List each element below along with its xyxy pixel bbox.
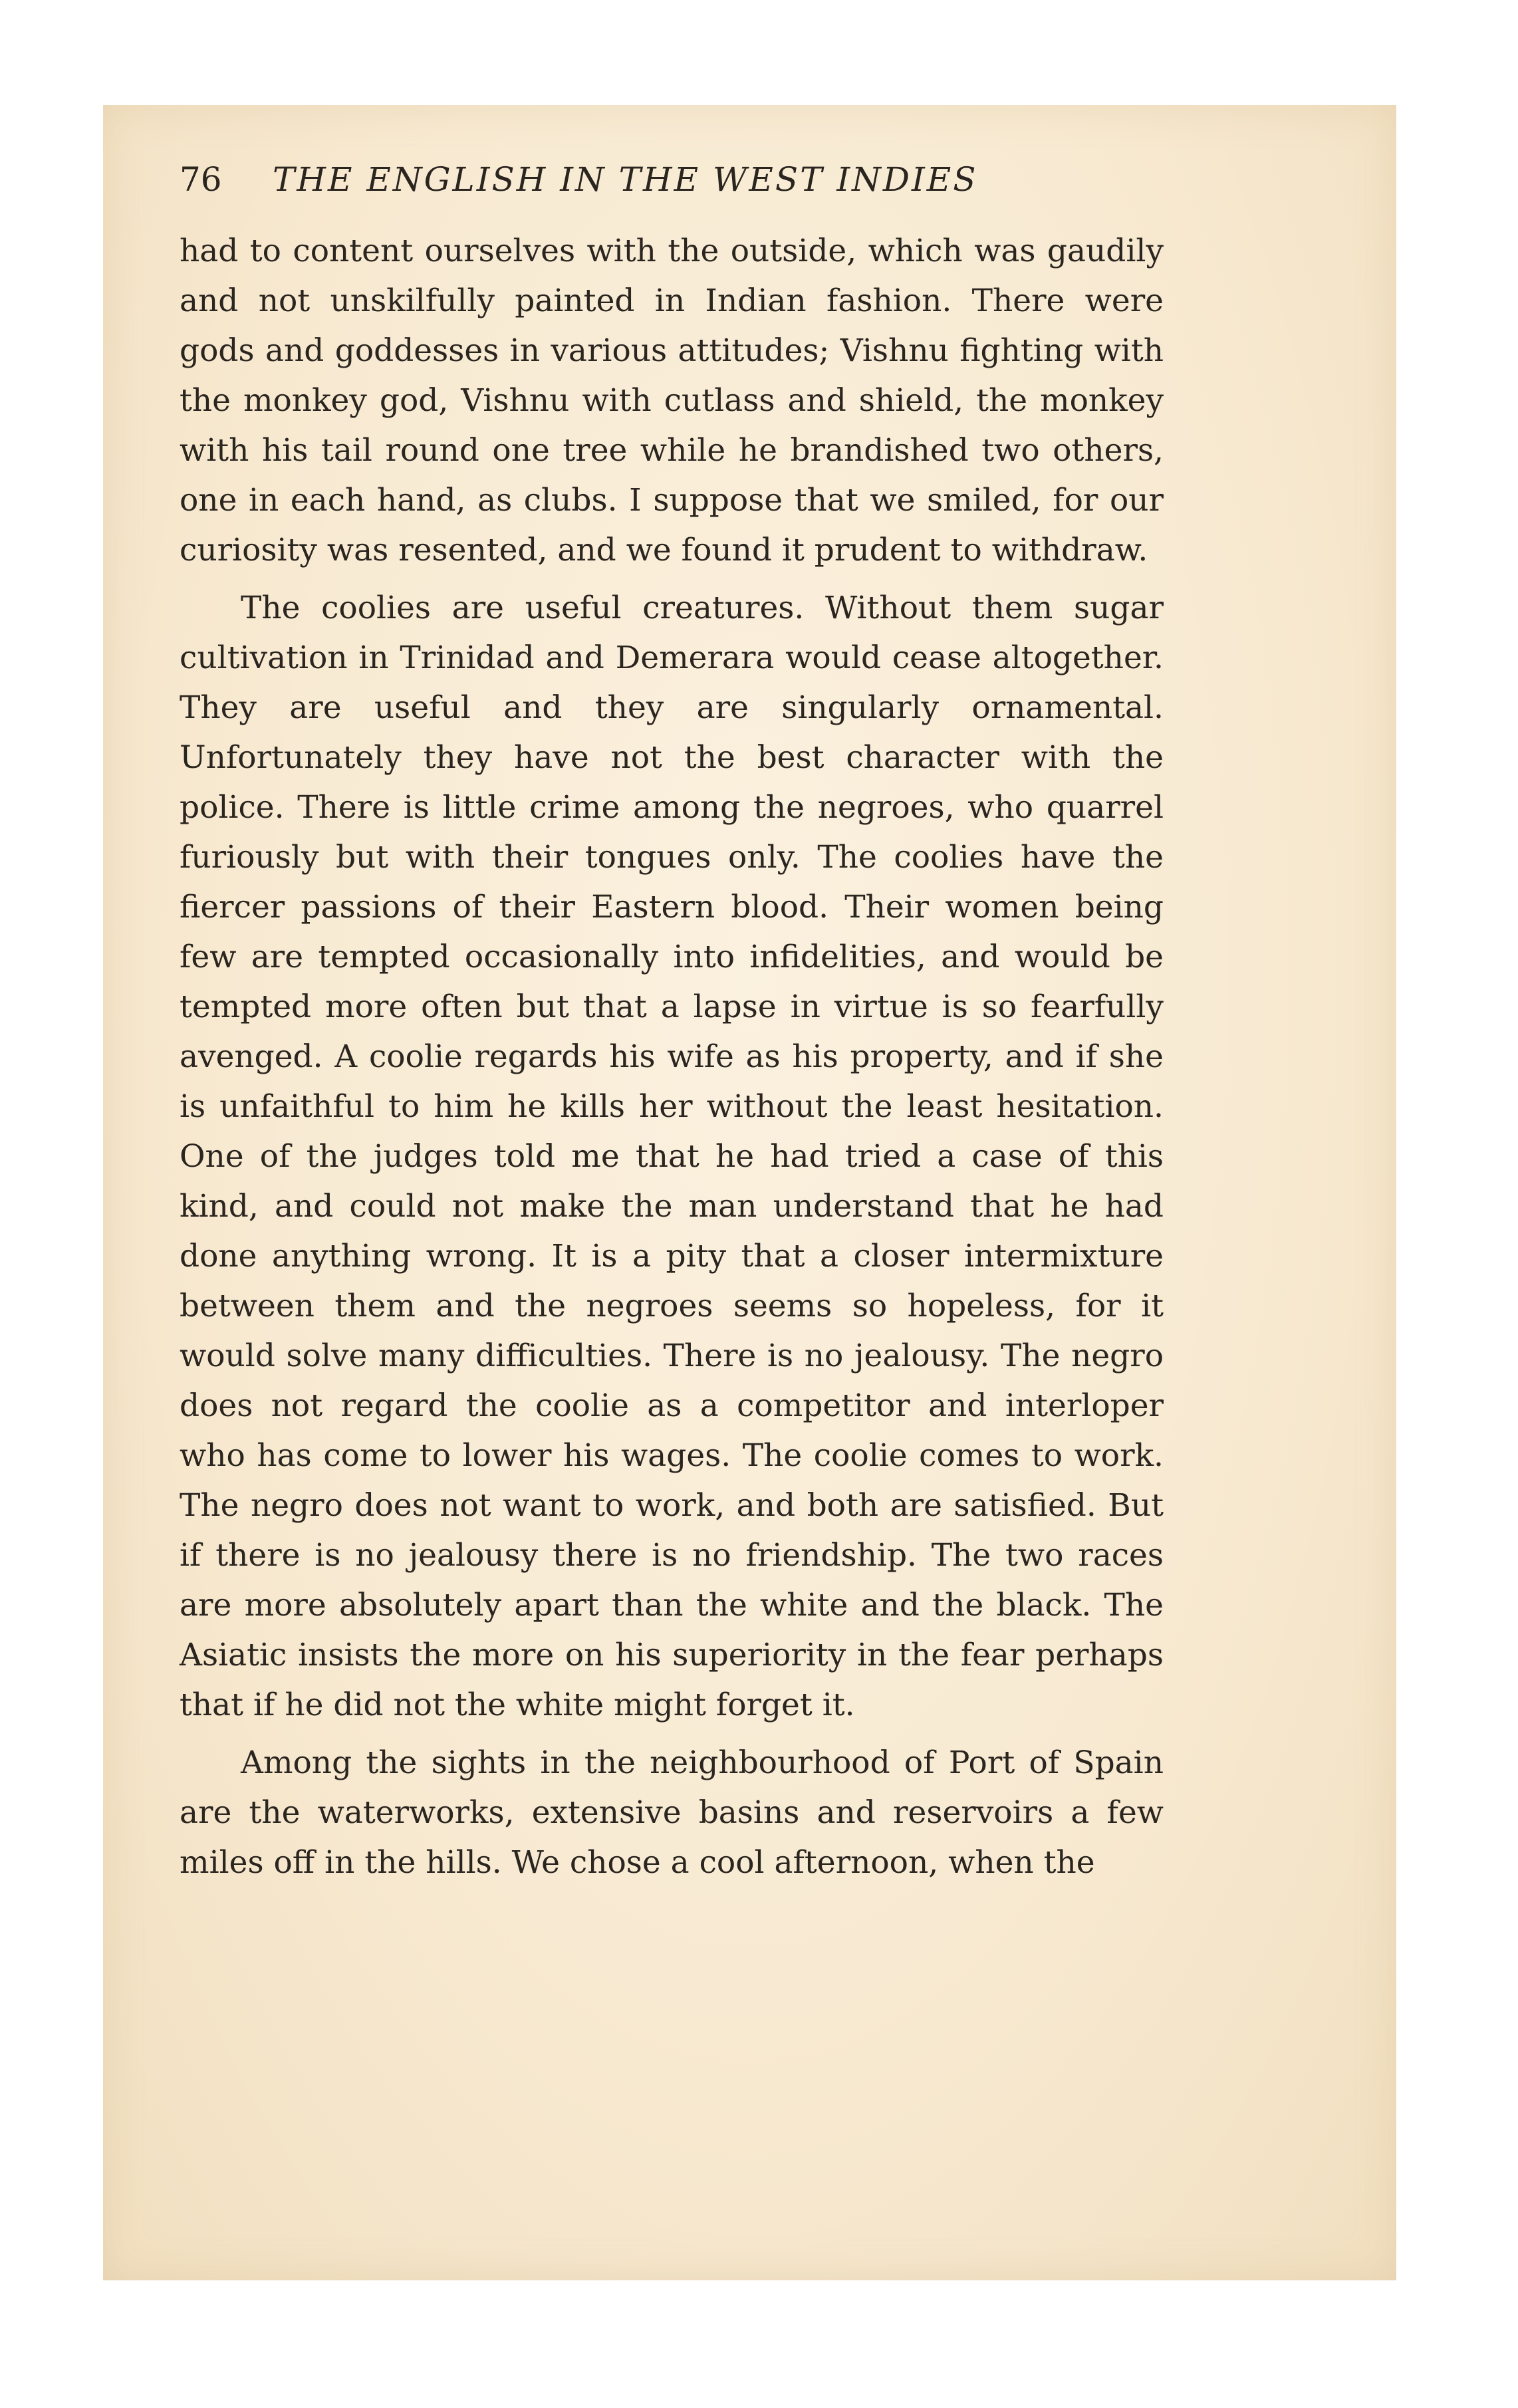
paragraph-waterworks: Among the sights in the neighbourhood of Port of Spain are the waterworks, extensive basins and reservoirs a few miles off in the hills. We chose a cool afternoon, when the [180, 1745, 1164, 1881]
paragraph-continued: had to content ourselves with the outside, which was gaudily and not unskilfully painted in Indian fashion. There were gods and goddesses in various attitudes; Vishnu fighting with the monkey god, Vishnu with cutlass and shield, the monkey with his tail round one tree while he brandished two others, one in each hand, as clubs. I suppose that we smiled, for our curiosity was resented, and we found it prudent to withdraw. [180, 233, 1164, 568]
running-head-title: THE ENGLISH IN THE WEST INDIES [273, 160, 978, 199]
page-number: 76 [180, 160, 222, 199]
running-head [180, 156, 1164, 203]
paragraph-coolies: The coolies are useful creatures. Without them sugar cultivation in Trinidad and Demerara would cease altogether. They are useful and they are singularly ornamental. Unfortunately they have not the best character with the police. There is little crime among the negroes, who quarrel furiously but with their tongues only. The coolies have the fiercer passions of their Eastern blood. Their women being few are tempted occasionally into infidelities, and would be tempted more often but that a lapse in virtue is so fearfully avenged. A coolie regards his wife as his property, and if she is unfaithful to him he kills her without the least hesitation. One of the judges told me that he had tried a case of this kind, and could not make the man understand that he had done anything wrong. It is a pity that a closer intermixture between them and the negroes seems so hopeless, for it would solve many difficulties. There is no jealousy. The negro does not regard the coolie as a competitor and interloper who has come to lower his wages. The coolie comes to work. The negro does not want to work, and both are satisfied. But if there is no jealousy there is no friendship. The two races are more absolutely apart than the white and the black. The Asiatic insists the more on his superiority in the fear perhaps that if he did not the white might forget it. [180, 590, 1164, 1723]
body-text [180, 226, 1164, 1887]
